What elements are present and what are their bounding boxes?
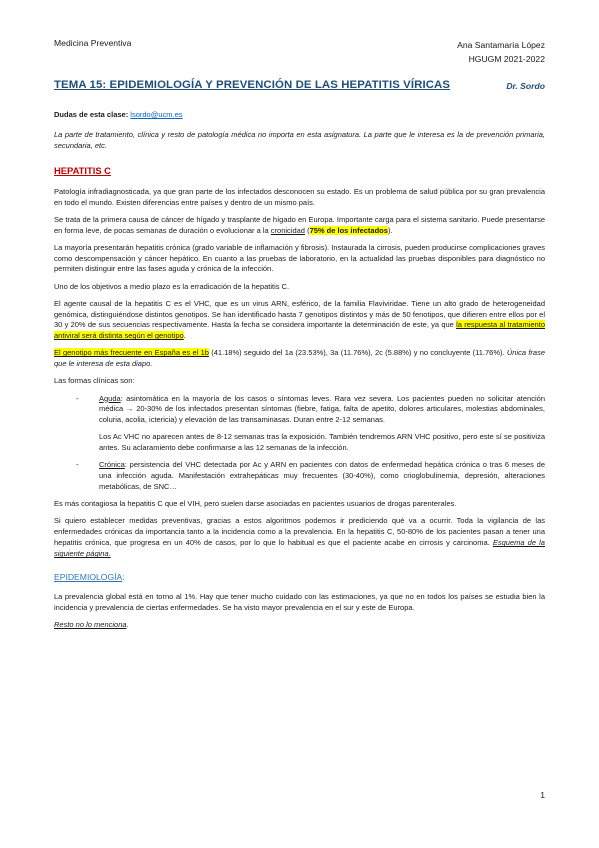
paragraph: Patología infradiagnosticada, ya que gran parte de los infectados desconocen su estado. Es un problema de salud pública por su gran prevalencia en todo el mundo. Existen diferencias entre países y dentro de un mismo país. [54,186,545,207]
paragraph: La prevalencia global está en torno al 1%. Hay que tener mucho cuidado con las estimaciones, ya que no en todos los países se estudia bien la incidencia y prevalencia de ciertas enfermedades. Se ha visto mayor prevalencia en el sur y este de Europa. [54,591,545,612]
doubts-line [54,110,545,121]
header-author: Ana Santamaría López [457,40,545,50]
intro-paragraph: La parte de tratamiento, clínica y resto de patología médica no importa en esta asignatura. La parte que le interesa es la de prevención primaria, secundaria, etc. [54,129,545,150]
highlighted-text: El genotipo más frecuente en España es el 1b [54,348,209,358]
section-heading-epidemiologia [54,572,545,583]
highlighted-text: 75% de los infectados [309,225,388,235]
highlighted-text: la respuesta al tratamiento antiviral será distinta según el genotipo [54,320,545,341]
header-left: Medicina Preventiva [54,38,132,48]
paragraph [54,215,545,237]
paragraph: La mayoría presentarán hepatitis crónica (grado variable de inflamación y fibrosis). Instaurada la cirrosis, pueden producirse complicaciones graves como descompensación y cáncer hepático. En cuanto a las pruebas de laboratorio, en la actualidad las pruebas disponibles para diagnóstico no permiten distinguir entre las fases aguda y crónica de la infección. [54,242,545,274]
italic-note: Resto no lo menciona [54,619,127,629]
page-number: 1 [540,790,545,800]
list-item-text: : asintomática en la mayoría de los casos o síntomas leves. Rara vez severa. Los pacientes pueden no solicitar atención médica → 20-30% de los infectados presentan síntomas (fiebre, fatiga, falta de apetito, dolores articulares, molestias abdominales, coluria, acolia, ictericia) y elevación de las transaminasas. Duran entre 2-12 semanas. [99,393,545,425]
list-item-aguda [54,394,545,427]
text-run: ( [304,225,310,235]
paragraph: Las formas clínicas son: [54,376,135,386]
section-heading-text: EPIDEMIOLOGÍA [54,572,123,583]
text-run: El agente causal de la hepatitis C es el VHC, que es un virus ARN, esférico, de la familia Flaviviridae. Tiene un alto grado de heterogeneidad genómica, distinguiéndose distintos genotipos. Se han identificado hasta 7 genotipos distintos y más de 50 fenotipos, que difieren entre ellos por el 30 y 20% de sus secuencias respectivamente. Hasta la fecha se considera importante la determinación de este, ya que [54,298,545,330]
text-run: Si quiero establecer medidas preventivas, gracias a estos algoritmos podemos ir prediciendo qué va a ocurrir. Toda la vigilancia de las enfermedades crónicas da importancia tanto a la incidencia como a la prevalencia. En la hepatitis C, 50-80% de los pacientes pasan a tener una hepatitis crónica, que progresa en un 40% de casos, por lo que lo habitual es que el paciente acabe en cirrosis y carcinoma. [54,516,545,548]
text-run: Se trata de la primera causa de cáncer de hígado y trasplante de hígado en Europa. Importante carga para el sistema sanitario. Puede presentarse en forma leve, de pocas semanas de duración o evolucionar a la [54,214,545,235]
underlined-text: cronicidad [270,225,305,235]
email-link[interactable]: lsordo@ucm.es [130,110,183,119]
bullet-dash: - [76,393,79,403]
paragraph: Es más contagiosa la hepatitis C que el VIH, pero suelen darse asociadas en pacientes usuarios de drogas parenterales. [54,499,457,509]
paragraph: Uno de los objetivos a medio plazo es la erradicación de la hepatitis C. [54,281,290,291]
paragraph [54,299,545,343]
italic-note: Única frase que le interesa de esta diapo. [54,348,545,369]
header-right [457,38,545,66]
page-title: TEMA 15: EPIDEMIOLOGÍA Y PREVENCIÓN DE LAS HEPATITIS VÍRICAS [54,79,451,91]
heading-colon: : [122,572,125,583]
paragraph [54,348,545,370]
header-course: HGUGM 2021-2022 [468,54,545,64]
paragraph [54,516,545,560]
doubts-label: Dudas de esta clase: [54,110,129,119]
indented-paragraph: Los Ac VHC no aparecen antes de 8-12 semanas tras la exposición. También tendremos ARN VHC positivo, pero este sí se positiviza antes. Su aclaramiento debe confirmarse a las 12 semanas de la infección. [99,432,545,453]
list-item-title: Aguda [99,393,121,403]
list-item-cronica [54,460,545,493]
text-run: (41.18%) seguido del 1a (23.53%), 3a (11.76%), 2c (5.88%) y no concluyente (11.76%). [208,348,507,358]
paragraph [54,620,545,631]
section-heading-hepatitis-c: HEPATITIS C [54,164,111,176]
text-run: ). [387,225,393,235]
document-body [54,110,545,637]
list-item-text: : persistencia del VHC detectada por Ac y ARN en pacientes con datos de enfermedad hepática crónica o tras 6 meses de una infección aguda. Manifestación extrahepáticas muy frecuentes (30-40%), como crioglobulinemia, depresión, alteraciones metabólicas, de SNC… [99,460,545,492]
doctor-name: Dr. Sordo [506,81,545,91]
bullet-dash: - [76,460,79,470]
text-run: . [126,619,129,629]
list-item-title: Crónica [99,460,125,470]
text-run: . [183,331,186,341]
title-row [54,79,545,95]
italic-note: Esquema de la siguiente página. [54,538,545,559]
